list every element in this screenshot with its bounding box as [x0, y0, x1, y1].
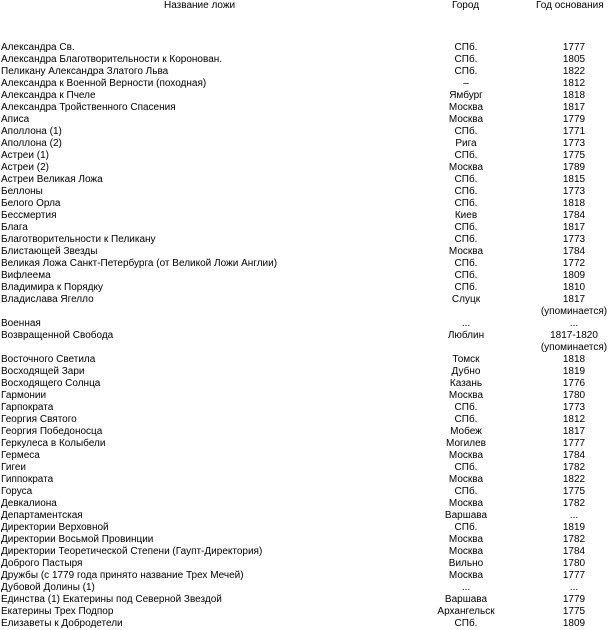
year-cell: 1779 [562, 594, 586, 605]
table-row [0, 294, 610, 306]
lodge-name-cell: Аполлона (1) [1, 126, 62, 137]
year-cell: 1819 [562, 366, 586, 377]
lodge-name-cell: Гиппократа [1, 474, 54, 485]
lodge-name-cell: Александра к Военной Верности (походная) [1, 78, 207, 89]
year-cell: 1784 [562, 450, 586, 461]
year-cell: (упоминается) [540, 306, 608, 317]
city-cell: СПб. [454, 522, 478, 533]
lodge-name-cell: Пеликану Александра Златого Льва [1, 66, 169, 77]
city-cell: Мобеж [450, 426, 482, 437]
year-cell: 1818 [562, 198, 586, 209]
city-cell: Киев [454, 210, 478, 221]
lodge-name-cell: Восточного Светила [1, 354, 96, 365]
year-cell: 1782 [562, 462, 586, 473]
year-cell: 1771 [562, 126, 586, 137]
lodge-name-cell: Владимира к Порядку [1, 282, 103, 293]
year-cell: 1789 [562, 162, 586, 173]
lodge-name-cell: Владислава Ягелло [1, 294, 94, 305]
year-cell: 1818 [562, 354, 586, 365]
table-row [0, 306, 610, 318]
year-cell: 1784 [562, 246, 586, 257]
city-cell: СПб. [454, 414, 478, 425]
table-row [0, 342, 610, 354]
table-row [0, 426, 610, 438]
table-row [0, 594, 610, 606]
city-cell: СПб. [454, 270, 478, 281]
table-row [0, 474, 610, 486]
city-cell: Могилев [446, 438, 486, 449]
lodge-name-cell: Александра Св. [1, 42, 75, 53]
table-row [0, 606, 610, 618]
lodge-name-cell: Гармонии [1, 390, 47, 401]
lodge-name-cell: Восходящей Зари [1, 366, 85, 377]
table-row [0, 378, 610, 390]
table-row [0, 282, 610, 294]
lodge-name-cell: Александра к Пчеле [1, 90, 96, 101]
table-row [0, 102, 610, 114]
header-city: Город [452, 0, 480, 11]
table-row [0, 270, 610, 282]
lodge-name-cell: Вифлеема [1, 270, 51, 281]
city-cell: Слуцк [451, 294, 481, 305]
city-cell: СПб. [454, 486, 478, 497]
table-row [0, 618, 610, 630]
table-row [0, 150, 610, 162]
lodge-name-cell: Восходящего Солнца [1, 378, 101, 389]
lodge-name-cell: Департаментская [1, 510, 83, 521]
lodge-name-cell: Геркулеса в Колыбели [1, 438, 106, 449]
table-row [0, 570, 610, 582]
city-cell: Вильно [448, 558, 484, 569]
table-row [0, 126, 610, 138]
city-cell: – [463, 78, 469, 89]
lodge-name-cell: Аписа [1, 114, 30, 125]
table-row [0, 330, 610, 342]
year-cell: 1817-1820 [550, 330, 598, 341]
year-cell: ... [569, 510, 579, 521]
table-header [0, 0, 610, 12]
lodge-name-cell: Аполлона (2) [1, 138, 62, 149]
city-cell: ... [461, 582, 471, 593]
city-cell: Варшава [444, 594, 488, 605]
table-row [0, 318, 610, 330]
year-cell: 1782 [562, 534, 586, 545]
year-cell: 1819 [562, 522, 586, 533]
lodge-name-cell: Георгия Победоносца [1, 426, 103, 437]
year-cell: 1805 [562, 54, 586, 65]
city-cell: Рига [455, 138, 477, 149]
table-row [0, 114, 610, 126]
city-cell: Москва [448, 114, 484, 125]
year-cell: 1815 [562, 174, 586, 185]
city-cell: СПб. [454, 66, 478, 77]
lodge-name-cell: Георгия Святого [1, 414, 77, 425]
lodge-name-cell: Директории Теоретической Степени (Гаупт-Директория) [1, 546, 263, 557]
table-row [0, 414, 610, 426]
table-row [0, 462, 610, 474]
table-row [0, 450, 610, 462]
lodge-name-cell: Блага [1, 222, 28, 233]
city-cell: Москва [448, 450, 484, 461]
year-cell: 1784 [562, 546, 586, 557]
year-cell: 1775 [562, 606, 586, 617]
city-cell: СПб. [454, 198, 478, 209]
city-cell: СПб. [454, 186, 478, 197]
year-cell: 1817 [562, 102, 586, 113]
lodge-name-cell: Гермеса [1, 450, 40, 461]
city-cell: Томск [452, 354, 480, 365]
year-cell: 1777 [562, 438, 586, 449]
table-row [0, 138, 610, 150]
city-cell: Варшава [444, 510, 488, 521]
year-cell: 1777 [562, 42, 586, 53]
table-row [0, 186, 610, 198]
city-cell: Архангельск [437, 606, 495, 617]
table-row [0, 390, 610, 402]
lodge-name-cell: Елизаветы к Добродетели [1, 618, 123, 629]
city-cell: Москва [448, 570, 484, 581]
year-cell: (упоминается) [540, 342, 608, 353]
year-cell: 1817 [562, 222, 586, 233]
city-cell: СПб. [454, 150, 478, 161]
lodge-name-cell: Астреи Великая Ложа [1, 174, 103, 185]
city-cell: СПб. [454, 258, 478, 269]
lodge-name-cell: Бессмертия [1, 210, 57, 221]
city-cell: СПб. [454, 462, 478, 473]
year-cell: 1818 [562, 90, 586, 101]
city-cell: ... [461, 318, 471, 329]
table-row [0, 78, 610, 90]
year-cell: 1773 [562, 234, 586, 245]
table-row [0, 90, 610, 102]
lodge-name-cell: Беллоны [1, 186, 43, 197]
table-row [0, 522, 610, 534]
table-row [0, 246, 610, 258]
lodge-name-cell: Александра Благотворительности к Коронован. [1, 54, 223, 65]
city-cell: Москва [448, 534, 484, 545]
city-cell: СПб. [454, 234, 478, 245]
city-cell: Москва [448, 498, 484, 509]
table-row [0, 258, 610, 270]
header-lodge-name: Название ложи [164, 0, 236, 11]
year-cell: 1810 [562, 282, 586, 293]
lodge-name-cell: Белого Орла [1, 198, 61, 209]
table-row [0, 54, 610, 66]
lodge-name-cell: Великая Ложа Санкт-Петербурга (от Великой Ложи Англии) [1, 258, 278, 269]
lodge-name-cell: Возвращенной Свобода [1, 330, 114, 341]
year-cell: 1773 [562, 402, 586, 413]
table-row [0, 198, 610, 210]
year-cell: 1775 [562, 486, 586, 497]
year-cell: 1809 [562, 618, 586, 629]
lodge-name-cell: Александра Тройственного Спасения [1, 102, 176, 113]
city-cell: СПб. [454, 618, 478, 629]
table-row [0, 162, 610, 174]
year-cell: 1777 [562, 570, 586, 581]
year-cell: 1776 [562, 378, 586, 389]
city-cell: Люблин [447, 330, 485, 341]
lodge-name-cell: Астреи (2) [1, 162, 49, 173]
lodge-name-cell: Дубовой Долины (1) [1, 582, 95, 593]
table-row [0, 546, 610, 558]
year-cell: 1773 [562, 186, 586, 197]
lodge-name-cell: Екатерины Трех Подпор [1, 606, 114, 617]
table-row [0, 354, 610, 366]
year-cell: 1822 [562, 66, 586, 77]
table-row [0, 534, 610, 546]
city-cell: Москва [448, 546, 484, 557]
table-row [0, 486, 610, 498]
city-cell: Москва [448, 102, 484, 113]
year-cell: 1775 [562, 150, 586, 161]
lodge-name-cell: Астреи (1) [1, 150, 49, 161]
city-cell: Дубно [451, 366, 481, 377]
table-row [0, 222, 610, 234]
city-cell: Москва [448, 390, 484, 401]
lodge-name-cell: Горуса [1, 486, 33, 497]
header-founded-year: Год основания [536, 0, 604, 11]
year-cell: 1817 [562, 294, 586, 305]
lodge-name-cell: Доброго Пастыря [1, 558, 83, 569]
lodge-name-cell: Гигеи [1, 462, 27, 473]
year-cell: 1779 [562, 114, 586, 125]
lodge-table [0, 42, 610, 630]
table-row [0, 210, 610, 222]
year-cell: 1822 [562, 474, 586, 485]
table-row [0, 558, 610, 570]
year-cell: 1782 [562, 498, 586, 509]
year-cell: 1784 [562, 210, 586, 221]
lodge-name-cell: Единства (1) Екатерины под Северной Звездой [1, 594, 222, 605]
lodge-name-cell: Гарпократа [1, 402, 54, 413]
year-cell: ... [569, 582, 579, 593]
city-cell: Москва [448, 162, 484, 173]
table-row [0, 234, 610, 246]
lodge-name-cell: Девкалиона [1, 498, 57, 509]
year-cell: 1780 [562, 558, 586, 569]
lodge-name-cell: Директории Верховной [1, 522, 109, 533]
table-row [0, 582, 610, 594]
lodge-name-cell: Дружбы (с 1779 года принято название Трех Мечей) [1, 570, 244, 581]
table-row [0, 510, 610, 522]
city-cell: Казань [449, 378, 483, 389]
city-cell: СПб. [454, 54, 478, 65]
city-cell: СПб. [454, 174, 478, 185]
table-row [0, 438, 610, 450]
city-cell: Ямбург [449, 90, 483, 101]
year-cell: 1812 [562, 414, 586, 425]
table-row [0, 402, 610, 414]
city-cell: Москва [448, 474, 484, 485]
lodge-name-cell: Блистающей Звезды [1, 246, 98, 257]
city-cell: СПб. [454, 282, 478, 293]
city-cell: СПб. [454, 42, 478, 53]
table-row [0, 366, 610, 378]
table-row [0, 42, 610, 54]
year-cell: 1812 [562, 78, 586, 89]
city-cell: СПб. [454, 402, 478, 413]
city-cell: Москва [448, 246, 484, 257]
table-row [0, 498, 610, 510]
table-row [0, 174, 610, 186]
table-row [0, 66, 610, 78]
year-cell: ... [569, 318, 579, 329]
year-cell: 1773 [562, 138, 586, 149]
year-cell: 1817 [562, 426, 586, 437]
lodge-name-cell: Благотворительности к Пеликану [1, 234, 156, 245]
year-cell: 1772 [562, 258, 586, 269]
city-cell: СПб. [454, 126, 478, 137]
lodge-name-cell: Директории Восьмой Провинции [1, 534, 154, 545]
year-cell: 1809 [562, 270, 586, 281]
city-cell: СПб. [454, 222, 478, 233]
year-cell: 1780 [562, 390, 586, 401]
lodge-name-cell: Военная [1, 318, 41, 329]
